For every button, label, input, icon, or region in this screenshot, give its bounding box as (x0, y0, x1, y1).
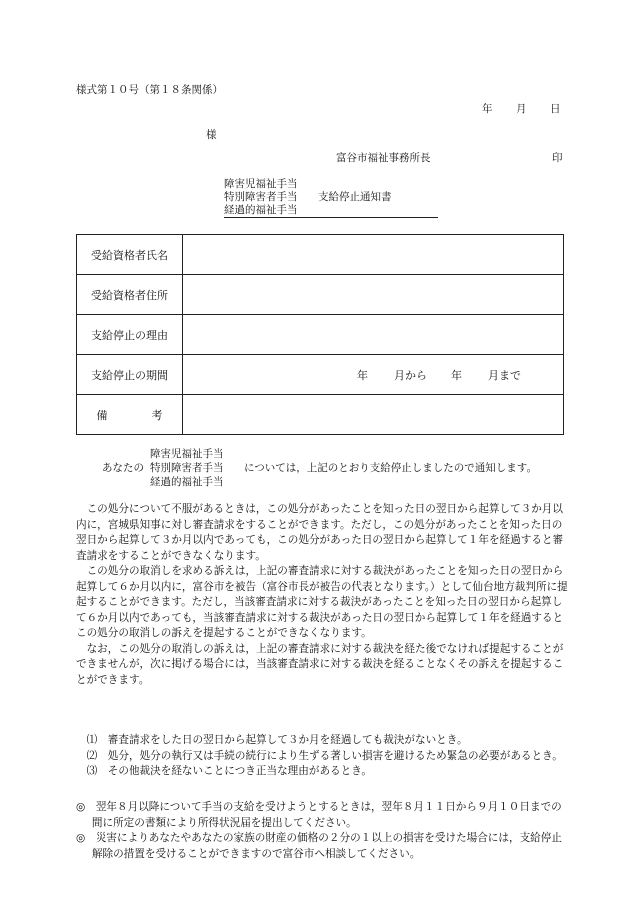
form-number: 様式第１０号（第１８条関係） (76, 84, 223, 96)
table-row (77, 355, 564, 395)
document-title: 支給停止通知書 (318, 191, 392, 203)
notice-allowance-1: 障害児福祉手当 (150, 448, 224, 460)
seal-mark: 印 (552, 152, 563, 164)
remarks-field[interactable] (183, 395, 564, 435)
table-row (77, 235, 564, 275)
recipient-address-field[interactable] (183, 275, 564, 315)
exception-cases (76, 733, 568, 780)
period-month-until: 月まで (488, 368, 521, 382)
notes-section (76, 800, 568, 862)
note-item: ◎ 翌年８月以降について手当の支給を受けようとするときは，翌年８月１１日から９月１０日までの間に所定の書類により所得状況届を提出してください。 (76, 801, 562, 829)
recipient-name-field[interactable] (183, 235, 564, 275)
table-row (77, 315, 564, 355)
appeal-info (76, 502, 568, 688)
period-year-until: 年 (451, 368, 462, 382)
list-item: ⑴ 審査請求をした日の翌日から起算して３か月を経過しても裁決がないとき。 (86, 734, 468, 746)
date-year: 年 (482, 103, 493, 115)
period-year-from: 年 (357, 368, 368, 382)
info-table (76, 234, 564, 435)
list-item: ⑵ 処分，処分の執行又は手続の続行により生ずる著しい損害を避けるため緊急の必要があるとき。 (86, 749, 563, 762)
addressee-suffix: 様 (206, 129, 217, 141)
title-allowance-2: 特別障害者手当 (224, 191, 298, 203)
notice-suffix: については，上記のとおり支給停止しましたので通知します。 (244, 462, 537, 474)
title-allowance-3: 経過的福祉手当 (224, 204, 298, 216)
notice-allowance-3: 経過的福祉手当 (150, 476, 224, 488)
notice-prefix: あなたの (102, 462, 144, 474)
appeal-paragraph: この処分について不服があるときは，この処分があったことを知った日の翌日から起算して３か月以内に，宮城県知事に対し審査請求をすることができます。ただし，この処分があったことを知った日の翌日から起算して３か月以内であっても，この処分があった日の翌日から起算して１年を経過すると審査請求をすることができなくなります。 (76, 503, 564, 562)
issuer-name: 富谷市福祉事務所長 (336, 152, 431, 164)
row-label-remarks: 備 考 (77, 395, 183, 435)
stop-reason-field[interactable] (183, 315, 564, 355)
row-label-address: 受給資格者住所 (77, 275, 183, 315)
note-item: ◎ 災害によりあなたやあなたの家族の財産の価格の２分の１以上の損害を受けた場合には，支給停止解除の措置を受けることができますので富谷市へ相談してください。 (76, 832, 562, 860)
list-item: ⑶ その他裁決を経ないことにつき正当な理由があるとき。 (86, 765, 372, 777)
date-month: 月 (516, 103, 527, 115)
row-label-reason: 支給停止の理由 (77, 315, 183, 355)
row-label-period: 支給停止の期間 (77, 355, 183, 395)
title-allowance-1: 障害児福祉手当 (224, 178, 298, 190)
date-day: 日 (550, 103, 561, 115)
exception-paragraph: なお，この処分の取消しの訴えは，上記の審査請求に対する裁決を経た後でなければ提起することができませんが，次に掲げる場合には，当該審査請求に対する裁決を経ることなくその訴えを提起することができます。 (76, 642, 564, 686)
table-row (77, 275, 564, 315)
notice-allowance-2: 特別障害者手当 (150, 462, 224, 474)
period-month-from: 月から (394, 368, 427, 382)
title-underline (224, 217, 438, 218)
lawsuit-paragraph: この処分の取消しを求める訴えは，上記の審査請求に対する裁決があったことを知った日の翌日から起算して６か月以内に，富谷市を被告（富谷市長が被告の代表となります。）として仙台地方裁判所に提起することができます。ただし，当該審査請求に対する裁決があったことを知った日の翌日から起算して６か月以内であっても，当該審査請求に対する裁決があった日の翌日から起算して１年を経過するとこの処分の取消しの訴えを提起することができなくなります。 (76, 565, 568, 639)
row-label-name: 受給資格者氏名 (77, 235, 183, 275)
stop-period-field[interactable] (183, 355, 564, 395)
table-row (77, 395, 564, 435)
